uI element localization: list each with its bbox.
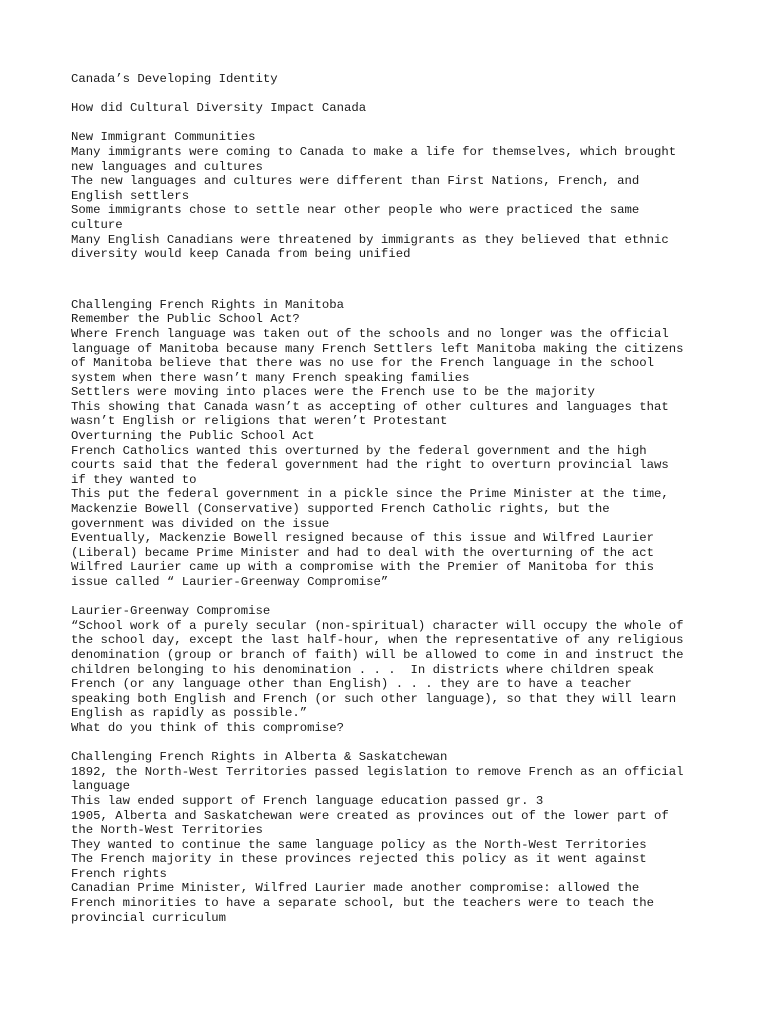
spacer [71,87,708,102]
paragraph: Many English Canadians were threatened by immigrants as they believed that ethnic diversity would keep Canada from being unified [71,232,669,262]
paragraph: Wilfred Laurier came up with a compromise with the Premier of Manitoba for this issue called “ Laurier-Greenway Compromise” [71,560,654,589]
paragraph: This put the federal government in a pickle since the Prime Minister at the time, Mackenzie Bowell (Conservative) supported French Catholic rights, but the government was divided on the issue [71,487,669,531]
paragraph: What do you think of this compromise? [71,720,345,735]
paragraph: This showing that Canada wasn’t as accepting of other cultures and languages that wasn’t English or religions that weren’t Protestant [71,399,669,429]
paragraph: 1892, the North-West Territories passed legislation to remove French as an official language [71,764,684,794]
paragraph: Eventually, Mackenzie Bowell resigned because of this issue and Wilfred Laurier (Liberal) became Prime Minister and had to deal with the overturning of the act [71,531,654,560]
paragraph: Canadian Prime Minister, Wilfred Laurier made another compromise: allowed the French minorities to have a separate school, but the teachers were to teach the provincial curriculum [71,881,654,925]
section-heading: Challenging French Rights in Alberta & Saskatchewan [71,750,448,765]
section-challenging-french-rights-manitoba [71,298,708,590]
section-new-immigrant-communities [71,130,708,261]
spacer [71,116,708,131]
paragraph: Some immigrants chose to settle near other people who were practiced the same culture [71,203,640,232]
paragraph: This law ended support of French language education passed gr. 3 [71,793,544,808]
spacer [71,590,708,605]
paragraph: The new languages and cultures were different than First Nations, French, and English settlers [71,174,640,203]
paragraph: Remember the Public School Act? [71,312,300,327]
spacer [71,262,708,298]
section-challenging-french-rights-alberta-saskatchewan [71,750,708,925]
section-laurier-greenway-compromise [71,604,708,735]
paragraph: They wanted to continue the same language policy as the North-West Territories [71,837,647,852]
spacer [71,736,708,751]
document-subtitle: How did Cultural Diversity Impact Canada [71,101,367,116]
section-heading: Challenging French Rights in Manitoba [71,297,345,312]
paragraph: French Catholics wanted this overturned by the federal government and the high courts said that the federal government had the right to overturn provincial laws if they wanted to [71,443,669,487]
quote-paragraph: “School work of a purely secular (non-spiritual) character will occupy the whole of the school day, except the last half-hour, when the representative of any religious denomination (group or branch of faith) will be allowed to come in and instruct the children belonging to his denomination . . . In districts where children speak French (or any language other than English) . . . they are to have a teacher speaking both English and French (or such other language), so that they will learn English as rapidly as possible.” [71,618,684,721]
paragraph: 1905, Alberta and Saskatchewan were created as provinces out of the lower part of the North-West Territories [71,808,669,838]
document-title: Canada’s Developing Identity [71,72,278,86]
paragraph: The French majority in these provinces rejected this policy as it went against French rights [71,852,647,881]
section-heading: Laurier-Greenway Compromise [71,604,271,619]
paragraph: Settlers were moving into places were the French use to be the majority [71,385,595,400]
section-heading: New Immigrant Communities [71,130,256,145]
paragraph: Where French language was taken out of the schools and no longer was the official language of Manitoba because many French Settlers left Manitoba making the citizens of Manitoba believe that there was no use for the French language in the school system when there wasn’t many French speaking families [71,326,684,385]
paragraph: Many immigrants were coming to Canada to make a life for themselves, which brought new languages and cultures [71,144,677,174]
paragraph: Overturning the Public School Act [71,429,315,444]
